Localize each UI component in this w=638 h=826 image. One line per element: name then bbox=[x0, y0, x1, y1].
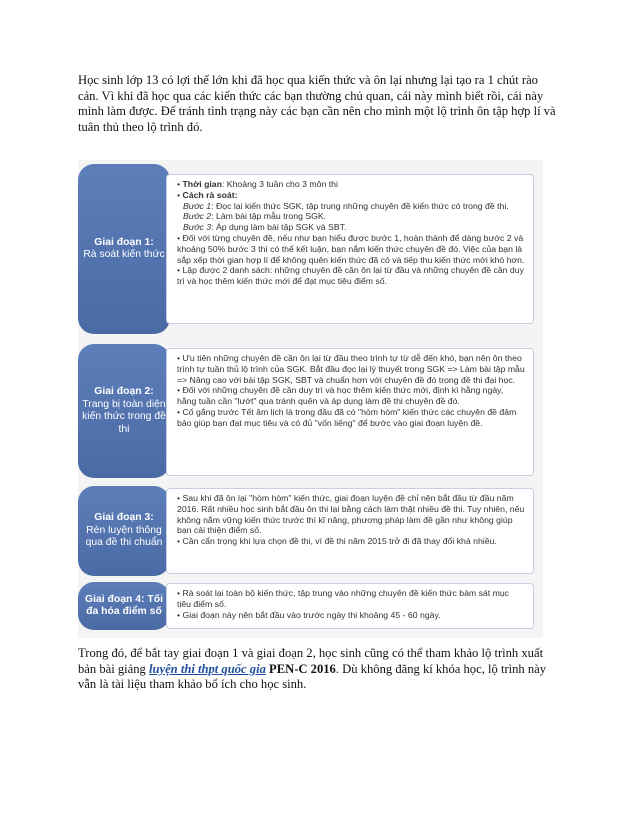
step1-text: : Đọc lại kiến thức SGK, tập trung những chuyên đề kiến thức có trong đề thi. bbox=[211, 200, 509, 211]
step2-text: : Làm bài tập mẫu trong SGK. bbox=[211, 211, 327, 222]
stage-2-title: Giai đoạn 2: bbox=[94, 386, 154, 397]
stage-4-item: Rà soát lại toàn bộ kiến thức, tập trung vào những chuyên đề kiến thức bám sát mục tiêu điểm số. bbox=[177, 588, 509, 609]
stage-2-subtitle: Trang bị toàn diện kiến thức trong đề thi bbox=[82, 398, 166, 435]
method-label: Cách rà soát bbox=[182, 189, 235, 200]
stage-3-title: Giai đoạn 3: bbox=[94, 512, 154, 524]
stage-3-item: Sau khi đã ôn lại "hòm hòm" kiến thức, giai đoạn luyện đề chỉ nên bắt đầu từ đầu năm 2016. Rất nhiều học sinh bắt đầu ôn thi lại bằng cách làm thật nhiều đề thi. Tuy nhiên, nếu không nắm vững kiến thức trước thì kĩ năng, phương pháp làm đề gần như không giúp bạn cải thiện điểm số. bbox=[177, 493, 525, 536]
stage-3-item: Cần cẩn trọng khi lựa chọn đề thi, vì đề thi năm 2015 trở đi đã thay đổi khá nhiều. bbox=[182, 536, 497, 547]
course-name: PEN-C 2016 bbox=[269, 661, 336, 676]
stage-2-item: Đối với những chuyên đề cần duy trì và học thêm kiến thức mới, định kì hằng ngày, hằng tuần cần "lướt" qua tránh quên và áp dụng làm đề thi chuyên đề đó. bbox=[177, 385, 504, 407]
stage-1-subtitle: Rà soát kiến thức bbox=[83, 249, 165, 260]
stage-2-item: Ưu tiên những chuyên đề cần ôn lại từ đầu theo trình tự từ dễ đến khó, bạn nên ôn theo trình tự tuần thủ lộ trình của SGK. Bắt đầu đọc lại lý thuyết trong SGK => Làm bài tập mẫu => Nâng cao với bài tập SGK, SBT và chuẩn hơn với chuyên đề đó trong đề thi đại học. bbox=[177, 353, 525, 385]
stage-3-details: • Sau khi đã ôn lại "hòm hòm" kiến thức, giai đoạn luyện đề chỉ nên bắt đầu từ đầu năm 2016. Rất nhiều học sinh bắt đầu ôn thi lại bằng cách làm thật nhiều đề thi. Tuy nhiên, nếu không nắm vững kiến thức trước thì kĩ năng, phương pháp làm đề gần như không giúp bạn cải thiện điểm số. • Cần cẩn trọng khi lựa chọn đề thi, vì đề thi năm 2015 trở đi đã thay đổi khá nhiều. bbox=[166, 488, 534, 574]
outro-paragraph bbox=[78, 646, 560, 693]
stage-2-item: Cố gắng trước Tết âm lịch là trong đầu đã có "hòm hòm" kiến thức các chuyên đề đảm bảo giúp bạn đạt mục tiêu và có đủ "vốn liếng" để bước vào giai đoạn luyện đề. bbox=[177, 406, 517, 428]
study-roadmap-diagram bbox=[78, 160, 543, 638]
step3-text: : Áp dụng làm bài tập SGK và SBT. bbox=[211, 222, 347, 233]
outro-text-after: . Dù không đăng kí khóa học, lộ trình này vẫn là tài liệu tham khảo bổ ích cho học sinh. bbox=[78, 661, 547, 692]
stage-1-para1: Đối với từng chuyên đề, nếu như bạn hiểu được bước 1, hoàn thành để dàng bước 2 và khoảng 50% bước 3 thì có thể kết luận, bạn nắm kiến thức chuyên đề đó. Việc của bạn là sắp xếp thời gian hợp lí để không quên kiến thức đã có và tiếp thu kiến thức mới khó hơn. bbox=[177, 232, 525, 265]
stage-1-box bbox=[78, 164, 170, 334]
stage-4-details: • Rà soát lại toàn bộ kiến thức, tập trung vào những chuyên đề kiến thức bám sát mục tiêu điểm số. • Giai đoạn này nên bắt đầu vào trước ngày thi khoảng 45 - 60 ngày. bbox=[166, 583, 534, 629]
time-value: : Khoảng 3 tuần cho 3 môn thi bbox=[221, 179, 338, 189]
stage-1-para2: Lập được 2 danh sách: những chuyên đề cần ôn lại từ đầu và những chuyên đề cần duy trì và học thêm kiến thức mới để đạt mục tiêu điểm số. bbox=[177, 265, 524, 287]
step3-label: Bước 3 bbox=[183, 222, 212, 233]
stage-4-item: Giai đoạn này nên bắt đầu vào trước ngày thi khoảng 45 - 60 ngày. bbox=[182, 609, 441, 620]
outro-text-before: Trong đó, để bắt tay giai đoạn 1 và giai đoạn 2, học sinh cũng có thể tham khảo lộ trình xuất bản bài giảng bbox=[78, 646, 544, 676]
stage-4-box bbox=[78, 582, 170, 630]
stage-2-details: • Ưu tiên những chuyên đề cần ôn lại từ đầu theo trình tự từ dễ đến khó, bạn nên ôn theo trình tự tuần thủ lộ trình của SGK. Bắt đầu đọc lại lý thuyết trong SGK => Làm bài tập mẫu => Nâng cao với bài tập SGK, SBT và chuẩn hơn với chuyên đề đó trong đề thi đại học. • Đối với những chuyên đề cần duy trì và học thêm kiến thức mới, định kì hằng ngày, hằng tuần cần "lướt" qua tránh quên và áp dụng làm đề thi chuyên đề đó. • Cố gắng trước Tết âm lịch là trong đầu đã có "hòm hòm" kiến thức các chuyên đề đảm bảo giúp bạn đạt mục tiêu và có đủ "vốn liếng" để bước vào giai đoạn luyện đề. bbox=[166, 348, 534, 476]
stage-3-subtitle: Rèn luyện thông qua đề thi chuẩn bbox=[85, 524, 163, 549]
stage-3-box bbox=[78, 486, 170, 576]
stage-1-title: Giai đoạn 1: bbox=[94, 236, 154, 248]
step1-label: Bước 1 bbox=[183, 200, 212, 211]
stage-2-box bbox=[78, 344, 170, 478]
step2-label: Bước 2 bbox=[183, 211, 212, 222]
time-label: Thời gian bbox=[182, 179, 222, 189]
intro-paragraph: Học sinh lớp 13 có lợi thế lớn khi đã học qua kiến thức và ôn lại nhưng lại tạo ra 1 chút rào cản. Vì khi đã học qua các kiến thức các bạn thường chủ quan, cái này mình biết rồi, cái này mình làm được. Để tránh tình trạng này các bạn cần nên cho mình một lộ trình ôn tập hợp lí và tuân thủ theo lộ trình đó. bbox=[78, 73, 556, 134]
stage-1-details: • Thời gian: Khoảng 3 tuần cho 3 môn thi • Cách rà soát: Bước 1: Đọc lại kiến thức SGK, tập trung những chuyên đề kiến thức có trong đề thi. Bước 2: Làm bài tập mẫu trong SGK. Bước 3: Áp dụng làm bài tập SGK và SBT. • Đối với từng chuyên đề, nếu như bạn hiểu được bước 1, hoàn thành để dàng bước 2 và khoảng 50% bước 3 thì có thể kết luận, bạn nắm kiến thức chuyên đề đó. Việc của bạn là sắp xếp thời gian hợp lí để không quên kiến thức đã có và tiếp thu kiến thức mới khó hơn. • Lập được 2 danh sách: những chuyên đề cần ôn lại từ đầu và những chuyên đề cần duy trì và học thêm kiến thức mới để đạt mục tiêu điểm số. bbox=[166, 174, 534, 324]
stage-4-title: Giai đoạn 4: Tối đa hóa điểm số bbox=[85, 593, 163, 617]
course-link[interactable]: luyện thi thpt quốc gia bbox=[149, 661, 266, 676]
